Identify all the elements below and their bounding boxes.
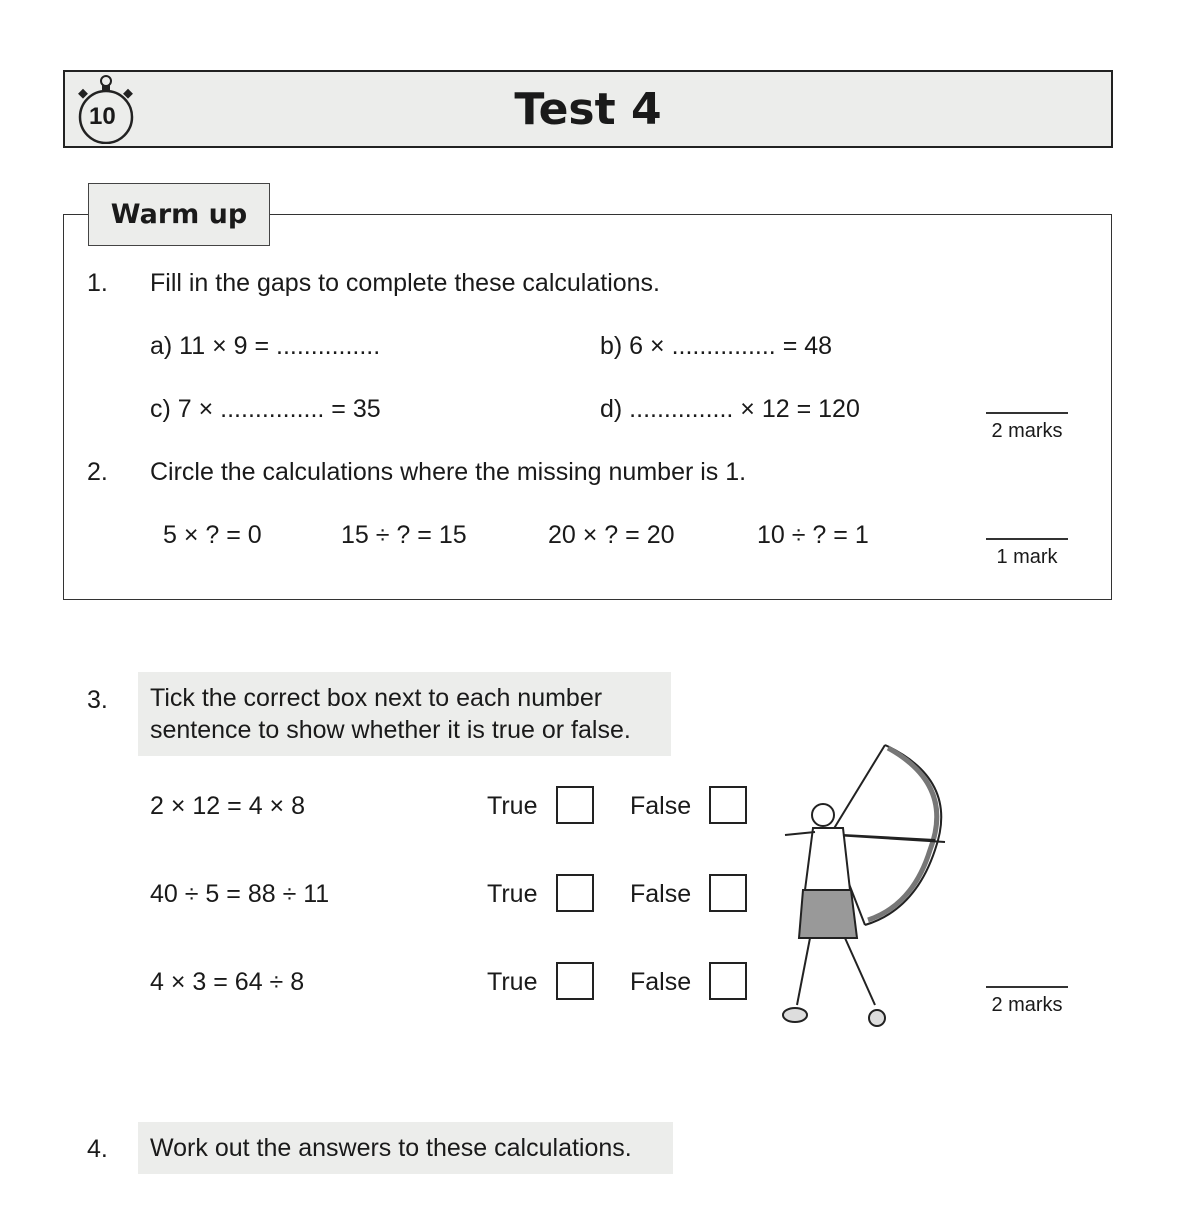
true-label: True: [487, 792, 538, 820]
q3-sentence: 4 × 3 = 64 ÷ 8: [150, 968, 305, 996]
q3-sentence: 40 ÷ 5 = 88 ÷ 11: [150, 880, 330, 908]
q3-sentence: 2 × 12 = 4 × 8: [150, 792, 305, 820]
false-checkbox[interactable]: [709, 962, 747, 1000]
true-checkbox[interactable]: [556, 786, 594, 824]
true-label: True: [487, 968, 538, 996]
warm-up-label: Warm up: [88, 183, 270, 246]
q3-text-line2: sentence to show whether it is true or false.: [150, 716, 631, 744]
q1-number: 1.: [87, 269, 108, 297]
q1-item-b: b) 6 × ............... = 48: [600, 332, 833, 360]
q4-number: 4.: [87, 1135, 108, 1163]
false-checkbox[interactable]: [709, 786, 747, 824]
true-checkbox[interactable]: [556, 962, 594, 1000]
title-bar: [63, 70, 1113, 148]
q1-marks: 2 marks: [986, 412, 1068, 443]
true-label: True: [487, 880, 538, 908]
q2-option[interactable]: 20 × ? = 20: [548, 521, 675, 549]
q2-option[interactable]: 5 × ? = 0: [163, 521, 262, 549]
q2-option[interactable]: 15 ÷ ? = 15: [341, 521, 467, 549]
q2-marks: 1 mark: [986, 538, 1068, 569]
q1-item-a: a) 11 × 9 = ...............: [150, 332, 381, 360]
timer-minutes: 10: [89, 103, 116, 130]
false-checkbox[interactable]: [709, 874, 747, 912]
false-label: False: [630, 792, 692, 820]
q1-item-c: c) 7 × ............... = 35: [150, 395, 381, 423]
q2-option[interactable]: 10 ÷ ? = 1: [757, 521, 869, 549]
false-label: False: [630, 968, 692, 996]
false-label: False: [630, 880, 692, 908]
archer-illustration: [775, 740, 955, 1035]
q3-marks: 2 marks: [986, 986, 1068, 1017]
true-checkbox[interactable]: [556, 874, 594, 912]
q4-text: Work out the answers to these calculations.: [150, 1134, 632, 1162]
q1-text: Fill in the gaps to complete these calculations.: [150, 269, 660, 297]
q1-item-d: d) ............... × 12 = 120: [600, 395, 860, 423]
q3-text-line1: Tick the correct box next to each number: [150, 684, 603, 712]
q2-number: 2.: [87, 458, 108, 486]
q2-text: Circle the calculations where the missing number is 1.: [150, 458, 747, 486]
q3-number: 3.: [87, 686, 108, 714]
page-title: Test 4: [514, 84, 662, 135]
